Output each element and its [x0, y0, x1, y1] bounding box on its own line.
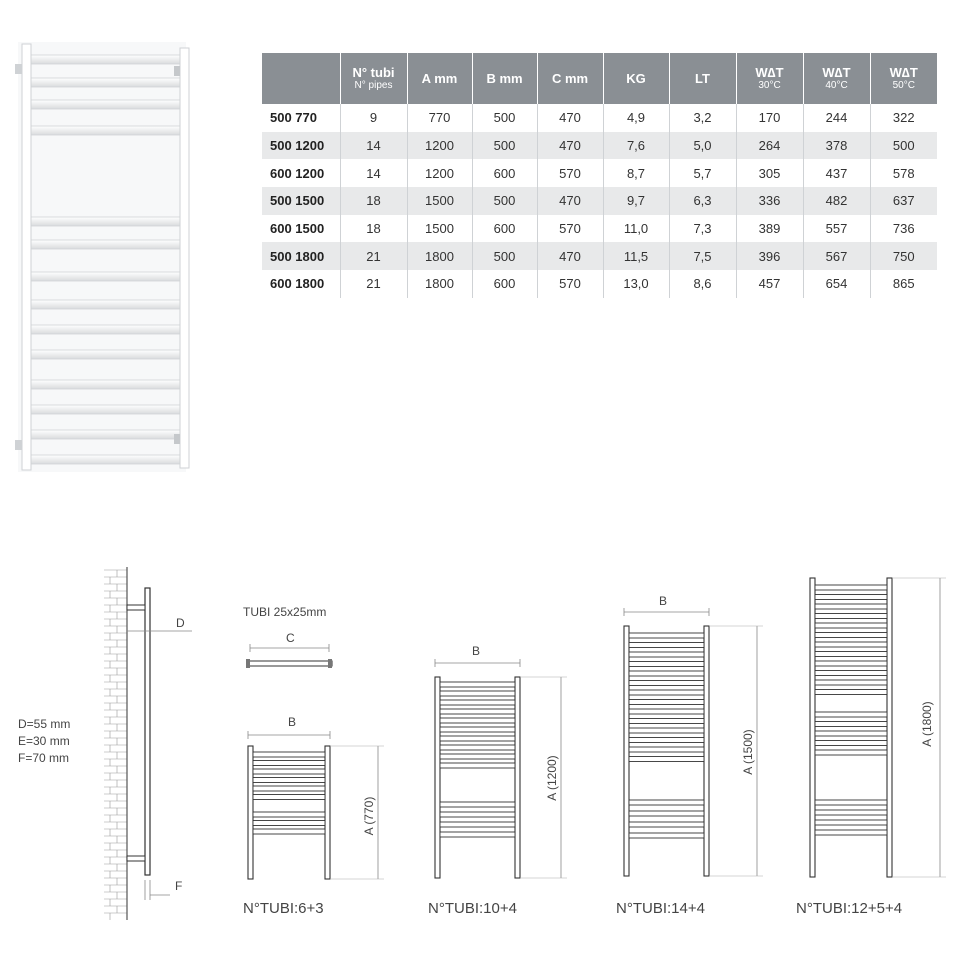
table-cell: 770	[407, 104, 472, 132]
table-cell: 1200	[407, 159, 472, 187]
table-cell: 457	[736, 270, 803, 298]
table-cell: 7,3	[669, 215, 736, 243]
column-header-sublabel: 40°C	[825, 80, 848, 91]
model-cell: 500 1800	[262, 242, 340, 270]
table-cell: 8,7	[603, 159, 669, 187]
column-header-label: C mm	[551, 71, 589, 86]
table-cell: 378	[803, 132, 870, 160]
column-header-sublabel: N° pipes	[354, 80, 393, 91]
table-cell: 470	[537, 187, 603, 215]
rad-770-label-b: B	[288, 715, 297, 729]
table-cell: 336	[736, 187, 803, 215]
table-cell: 6,3	[669, 187, 736, 215]
tube-section	[243, 605, 332, 668]
model-cell: 500 770	[262, 104, 340, 132]
table-cell: 4,9	[603, 104, 669, 132]
table-cell: 3,2	[669, 104, 736, 132]
label-c: C	[286, 631, 295, 645]
table-cell: 244	[803, 104, 870, 132]
table-cell: 470	[537, 242, 603, 270]
table-cell: 7,6	[603, 132, 669, 160]
table-cell: 578	[892, 165, 915, 181]
table-cell: 600	[472, 159, 537, 187]
table-cell: 1800	[407, 242, 472, 270]
column-header-label: N° tubi	[352, 65, 395, 80]
table-cell: 18	[340, 187, 407, 215]
table-cell: 482	[803, 187, 870, 215]
table-cell: 500	[472, 187, 537, 215]
table-cell: 5,7	[669, 159, 736, 187]
table-cell: 570	[537, 215, 603, 243]
table-cell: 14	[340, 132, 407, 160]
table-cell: 470	[537, 132, 603, 160]
table-cell: 1500	[407, 215, 472, 243]
table-cell: 500	[472, 104, 537, 132]
dimension-d: D=55 mm	[18, 717, 71, 731]
column-header-label: W∆T	[822, 65, 851, 80]
rad-770-label-a: A (770)	[362, 796, 376, 836]
table-cell: 557	[803, 215, 870, 243]
table-cell: 322	[892, 110, 915, 126]
label-d: D	[176, 616, 185, 630]
table-cell: 865	[892, 276, 915, 292]
rad-1500-label-b: B	[659, 594, 668, 608]
table-cell: 389	[736, 215, 803, 243]
table-cell: 8,6	[669, 270, 736, 298]
rad-1200-label-b: B	[472, 644, 481, 658]
table-cell: 9	[340, 104, 407, 132]
table-cell: 11,0	[603, 215, 669, 243]
rad-1500-caption: N°TUBI:14+4	[616, 900, 705, 917]
side-view	[18, 567, 192, 920]
column-header-label: LT	[695, 71, 710, 86]
column-header-label: B mm	[486, 71, 523, 86]
table-cell: 570	[537, 159, 603, 187]
table-cell: 750	[870, 242, 937, 270]
table-cell: 500	[870, 132, 937, 160]
table-cell: 305	[736, 159, 803, 187]
model-cell: 600 1200	[262, 159, 340, 187]
rad-1200-label-a: A (1200)	[545, 755, 559, 801]
table-cell: 570	[537, 270, 603, 298]
rad-770-caption: N°TUBI:6+3	[243, 900, 324, 917]
table-cell: 600	[472, 215, 537, 243]
table-cell: 736	[892, 221, 915, 237]
column-header-label: A mm	[421, 71, 458, 86]
model-cell: 500 1200	[262, 132, 340, 160]
table-cell: 9,7	[603, 187, 669, 215]
table-cell: 396	[736, 242, 803, 270]
wall-hatch	[104, 570, 127, 920]
column-header-label: W∆T	[889, 65, 918, 80]
model-cell: 600 1500	[262, 215, 340, 243]
table-cell: 7,5	[669, 242, 736, 270]
dimension-f: F=70 mm	[18, 751, 70, 765]
table-cell: 18	[340, 215, 407, 243]
table-cell: 567	[803, 242, 870, 270]
model-cell: 600 1800	[262, 270, 340, 298]
table-cell: 11,5	[603, 242, 669, 270]
table-cell: 1500	[407, 187, 472, 215]
table-cell: 14	[340, 159, 407, 187]
table-cell: 5,0	[669, 132, 736, 160]
table-cell: 470	[537, 104, 603, 132]
table-cell: 1200	[407, 132, 472, 160]
dimension-e: E=30 mm	[18, 734, 70, 748]
table-cell: 500	[472, 242, 537, 270]
table-cell: 13,0	[603, 270, 669, 298]
rad-1500-label-a: A (1500)	[741, 729, 755, 775]
column-header-label: KG	[626, 71, 646, 86]
table-cell: 500	[472, 132, 537, 160]
table-cell: 21	[340, 242, 407, 270]
tube-section-title: TUBI 25x25mm	[243, 605, 327, 619]
table-cell: 264	[736, 132, 803, 160]
table-cell: 600	[472, 270, 537, 298]
rad-1200-caption: N°TUBI:10+4	[428, 900, 517, 917]
column-header-sublabel: 30°C	[758, 80, 781, 91]
rad-1800-caption: N°TUBI:12+5+4	[796, 900, 903, 917]
table-cell: 654	[803, 270, 870, 298]
table-cell: 21	[340, 270, 407, 298]
table-cell: 637	[870, 187, 937, 215]
column-header-sublabel: 50°C	[892, 80, 915, 91]
table-cell: 1800	[407, 270, 472, 298]
label-f: F	[175, 879, 183, 893]
column-header-label: W∆T	[755, 65, 784, 80]
table-cell: 437	[803, 159, 870, 187]
rad-1800-label-a: A (1800)	[920, 701, 934, 747]
table-cell: 170	[736, 104, 803, 132]
model-cell: 500 1500	[262, 187, 340, 215]
